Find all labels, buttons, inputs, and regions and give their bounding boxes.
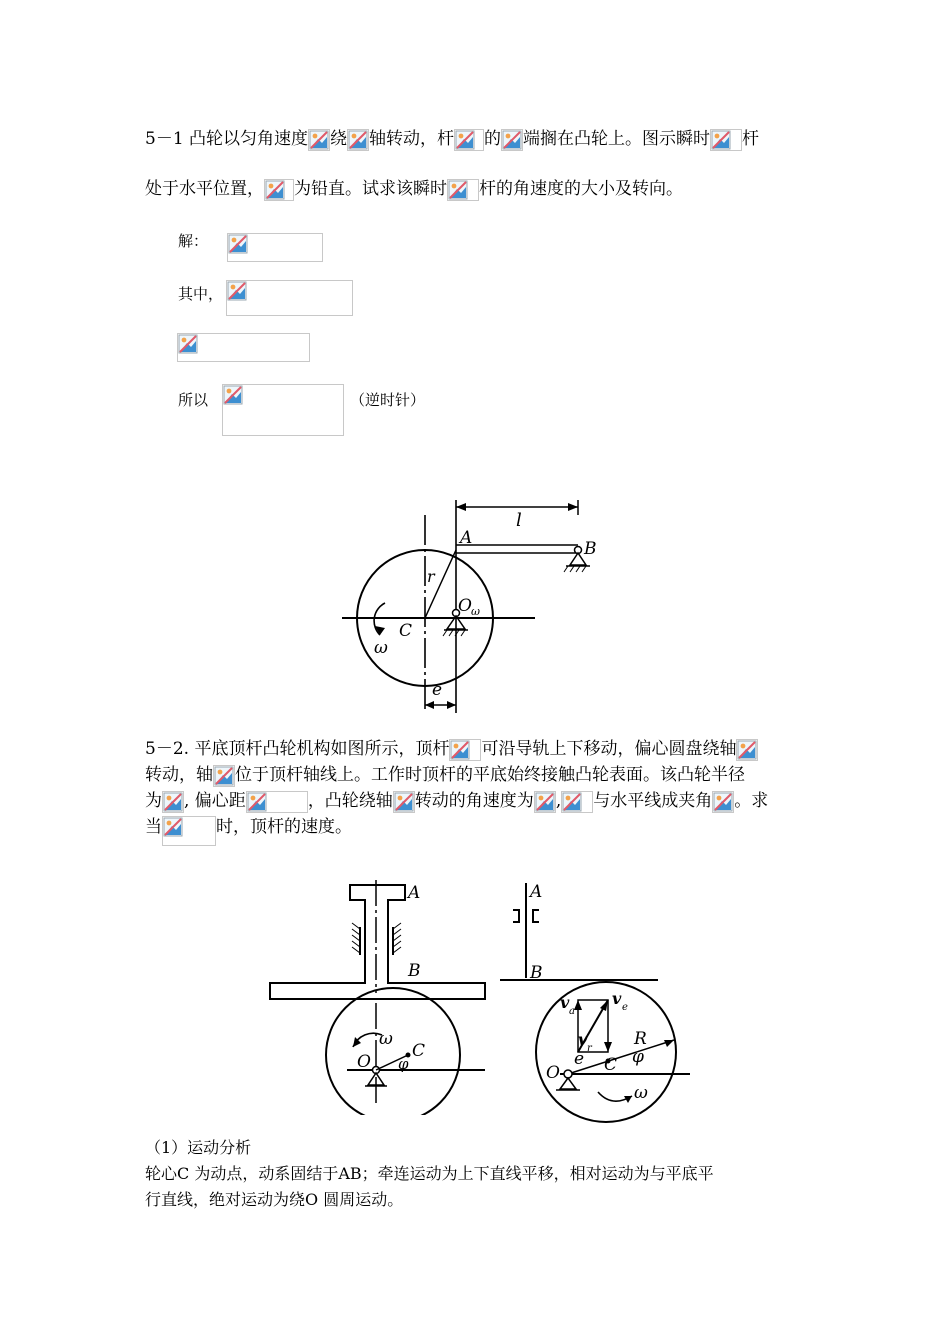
- broken-image-icon: [226, 280, 353, 316]
- problem2-line4: 当 时，顶杆的速度。: [145, 816, 352, 846]
- broken-image-icon: [534, 791, 556, 813]
- label-B: B: [584, 539, 597, 559]
- broken-image-icon: [222, 384, 344, 436]
- problem2-line3: 为 , 偏心距 ，凸轮绕轴 转动的角速度为 , 与水平线成夹角 。求: [145, 791, 769, 811]
- broken-image-icon: [393, 791, 415, 813]
- label-ve: v: [612, 989, 622, 1008]
- label-ve-sub: e: [622, 1002, 628, 1013]
- broken-image-icon: [449, 739, 481, 761]
- label-e: e: [574, 1049, 585, 1069]
- so-label: 所以: [178, 391, 209, 409]
- where-label: 其中，: [178, 285, 224, 303]
- broken-image-icon: [246, 791, 308, 813]
- label-va: v: [560, 993, 570, 1012]
- label-B: B: [408, 961, 421, 981]
- label-C: C: [399, 621, 413, 641]
- broken-image-icon: [712, 791, 734, 813]
- velocity-analysis-figure: [500, 880, 700, 1125]
- label-r: r: [427, 567, 435, 586]
- label-O: O: [357, 1052, 371, 1072]
- label-l: l: [516, 510, 522, 531]
- broken-image-icon: [308, 129, 330, 151]
- problem2-line1: 5－2. 平底顶杆凸轮机构如图所示，顶杆 可沿导轨上下移动，偏心圆盘绕轴: [145, 738, 758, 761]
- broken-image-icon: [347, 129, 369, 151]
- problem2-line2: 转动，轴 位于顶杆轴线上。工作时顶杆的平底始终接触凸轮表面。该凸轮半径: [145, 765, 745, 785]
- label-R: R: [634, 1029, 647, 1049]
- label-O: O: [546, 1063, 560, 1083]
- label-phi: φ: [398, 1055, 409, 1073]
- label-A: A: [460, 528, 473, 548]
- broken-image-icon: [501, 129, 523, 151]
- broken-image-icon: [213, 765, 235, 787]
- label-A: A: [408, 883, 421, 903]
- label-C: C: [604, 1055, 618, 1075]
- broken-image-icon: [264, 179, 294, 201]
- problem1-line2: 处于水平位置， 为铅直。试求该瞬时 杆的角速度的大小及转向。: [145, 179, 683, 199]
- broken-image-icon: [162, 791, 184, 813]
- label-omega: ω: [379, 1029, 393, 1049]
- broken-image-icon: [454, 129, 484, 151]
- broken-image-icon: [447, 179, 479, 201]
- label-A: A: [530, 882, 543, 902]
- problem1-line1: 5－1 凸轮以匀角速度 绕 轴转动，杆 的 端搁在凸轮上。图示瞬时 杆: [145, 129, 760, 149]
- analysis-heading: （1）运动分析: [145, 1138, 252, 1157]
- label-phi: φ: [632, 1047, 644, 1067]
- solution-label: 解：: [178, 232, 209, 250]
- analysis-line2: 行直线，绝对运动为绕O 圆周运动。: [145, 1190, 404, 1209]
- label-vr: v: [578, 1030, 588, 1049]
- label-O: O: [458, 596, 472, 616]
- direction-note: （逆时针）: [350, 391, 426, 409]
- label-omega: ω: [374, 638, 388, 658]
- label-O-sub: ω: [471, 605, 480, 618]
- broken-image-icon: [736, 739, 758, 761]
- label-e: e: [432, 680, 443, 700]
- flat-follower-cam-figure: [265, 875, 495, 1115]
- broken-image-icon: [561, 791, 593, 813]
- cam-lever-figure: [330, 495, 610, 720]
- label-B: B: [530, 963, 543, 983]
- broken-image-icon: [227, 233, 323, 262]
- label-omega: ω: [634, 1083, 648, 1103]
- label-va-sub: a: [569, 1006, 575, 1017]
- label-vr-sub: r: [587, 1043, 592, 1054]
- broken-image-icon: [162, 816, 216, 846]
- broken-image-icon: [710, 129, 742, 151]
- broken-image-icon: [177, 333, 310, 362]
- analysis-line1: 轮心C 为动点，动系固结于AB；牵连运动为上下直线平移，相对运动为与平底平: [145, 1164, 714, 1183]
- label-C: C: [412, 1041, 426, 1061]
